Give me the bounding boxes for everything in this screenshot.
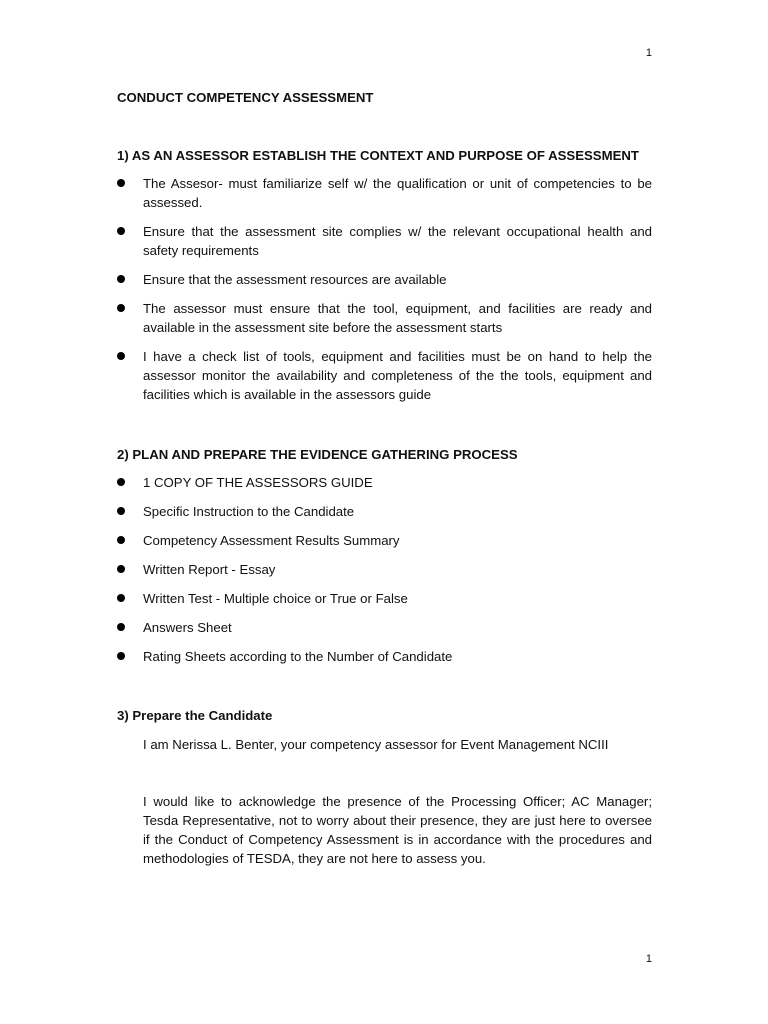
bullet-icon [117,352,125,360]
list-item-text: Written Test - Multiple choice or True or False [143,591,408,606]
list-item-text: Rating Sheets according to the Number of Candidate [143,649,453,664]
section-1-heading: 1) AS AN ASSESSOR ESTABLISH THE CONTEXT AND PURPOSE OF ASSESSMENT [117,148,639,163]
list-item [117,270,652,289]
bullet-icon [117,304,125,312]
list-item [117,347,652,404]
list-item-text: Competency Assessment Results Summary [143,533,400,548]
bullet-icon [117,179,125,187]
page-number-bottom: 1 [645,953,652,965]
bullet-icon [117,594,125,602]
list-item [117,560,652,579]
list-item-text: Written Report - Essay [143,562,276,577]
bullet-icon [117,623,125,631]
section-3-heading: 3) Prepare the Candidate [117,708,273,723]
bullet-icon [117,536,125,544]
acknowledgement-paragraph: I would like to acknowledge the presence of the Processing Officer; AC Manager; Tesda Representative, not to worry about their presence, they are just here to oversee if the Conduct of Competency Assessment is in accordance with the procedures and methodologies of TESDA, they are not here to assess you. [143,794,652,866]
list-item-text: The assessor must ensure that the tool, equipment, and facilities are ready and available in the assessment site before the assessment starts [143,301,652,335]
section-1-list [117,174,652,404]
list-item-text: I have a check list of tools, equipment and facilities must be on hand to help the assessor monitor the availability and completeness of the the tools, equipment and facilities which is available in the assessors guide [143,349,652,402]
list-item-text: Ensure that the assessment site complies w/ the relevant occupational health and safety requirements [143,224,652,258]
list-item-text: Specific Instruction to the Candidate [143,504,355,519]
list-item [117,222,652,260]
bullet-icon [117,478,125,486]
document-title: CONDUCT COMPETENCY ASSESSMENT [117,90,374,105]
section-2-list [117,473,652,666]
list-item-text: The Assesor- must familiarize self w/ the qualification or unit of competencies to be assessed. [143,176,652,210]
bullet-icon [117,275,125,283]
list-item-text: Answers Sheet [143,620,232,635]
list-item [117,473,652,492]
bullet-icon [117,227,125,235]
list-item [117,618,652,637]
page-number-top: 1 [645,47,652,59]
bullet-icon [117,565,125,573]
assessor-intro-paragraph: I am Nerissa L. Benter, your competency assessor for Event Management NCIII [143,737,609,752]
list-item [117,531,652,550]
list-item-text: Ensure that the assessment resources are available [143,272,447,287]
list-item [117,647,652,666]
list-item-text: 1 COPY OF THE ASSESSORS GUIDE [143,475,373,490]
list-item [117,589,652,608]
bullet-icon [117,652,125,660]
list-item [117,502,652,521]
section-2-heading: 2) PLAN AND PREPARE THE EVIDENCE GATHERING PROCESS [117,447,518,462]
list-item [117,174,652,212]
list-item [117,299,652,337]
bullet-icon [117,507,125,515]
